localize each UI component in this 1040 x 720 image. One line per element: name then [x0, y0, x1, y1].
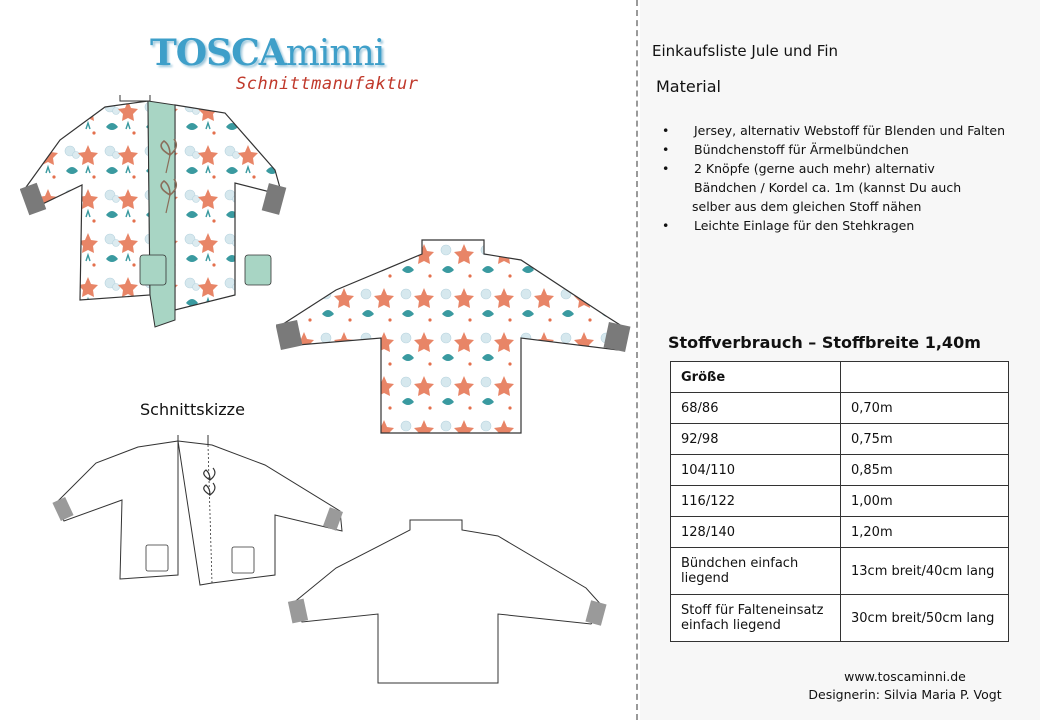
logo-brand-thin: minni [285, 33, 385, 74]
logo-brand-bold: TOSCA [150, 32, 286, 74]
designer-credit: Designerin: Silvia Maria P. Vogt [808, 687, 1002, 702]
table-row [671, 455, 1009, 486]
fabric-usage-table [670, 361, 1009, 642]
material-item: • Bündchenstoff für Ärmelbündchen [662, 140, 1032, 159]
table-cell-amount: 13cm breit/40cm lang [841, 548, 1009, 595]
logo-wordmark [150, 32, 384, 74]
table-cell-size: 92/98 [671, 424, 841, 455]
page-divider [636, 0, 638, 720]
jacket-back-illustration [276, 238, 636, 438]
table-row [671, 595, 1009, 642]
logo-tagline: Schnittmanufaktur [236, 74, 419, 94]
table-cell-amount: 30cm breit/50cm lang [841, 595, 1009, 642]
material-item: • Leichte Einlage für den Stehkragen [662, 216, 1032, 235]
material-item: • 2 Knöpfe (gerne auch mehr) alternativ [662, 159, 1032, 178]
table-cell-amount: 0,75m [841, 424, 1009, 455]
brand-logo [150, 32, 419, 94]
footer [800, 668, 1010, 704]
sketch-back [286, 518, 616, 688]
table-cell-amount: 1,20m [841, 517, 1009, 548]
material-item-continued: selber aus dem gleichen Stoff nähen [692, 199, 922, 214]
table-cell-size: 116/122 [671, 486, 841, 517]
table-header-size: Größe [671, 362, 841, 393]
table-row [671, 393, 1009, 424]
sketch-heading: Schnittskizze [140, 400, 245, 419]
table-cell-size: Stoff für Falteneinsatz einfach liegend [671, 595, 841, 642]
jacket-front-illustration [20, 95, 290, 340]
table-row [671, 424, 1009, 455]
table-cell-amount: 0,70m [841, 393, 1009, 424]
table-cell-size: 128/140 [671, 517, 841, 548]
table-header-amount [841, 362, 1009, 393]
table-cell-size: Bündchen einfach liegend [671, 548, 841, 595]
material-item: • Jersey, alternativ Webstoff für Blenden und Falten [662, 121, 1032, 140]
table-cell-amount: 1,00m [841, 486, 1009, 517]
table-row [671, 548, 1009, 595]
table-cell-amount: 0,85m [841, 455, 1009, 486]
table-header-row [671, 362, 1009, 393]
table-row [671, 517, 1009, 548]
table-cell-size: 68/86 [671, 393, 841, 424]
website-link[interactable]: www.toscaminni.de [844, 669, 966, 684]
material-item-continued: Bändchen / Kordel ca. 1m (kannst Du auch [694, 180, 962, 195]
fabric-usage-heading: Stoffverbrauch – Stoffbreite 1,40m [668, 333, 981, 352]
table-cell-size: 104/110 [671, 455, 841, 486]
material-list [662, 121, 1032, 235]
shopping-list-title: Einkaufsliste Jule und Fin [652, 42, 839, 60]
table-row [671, 486, 1009, 517]
material-heading: Material [656, 77, 721, 96]
